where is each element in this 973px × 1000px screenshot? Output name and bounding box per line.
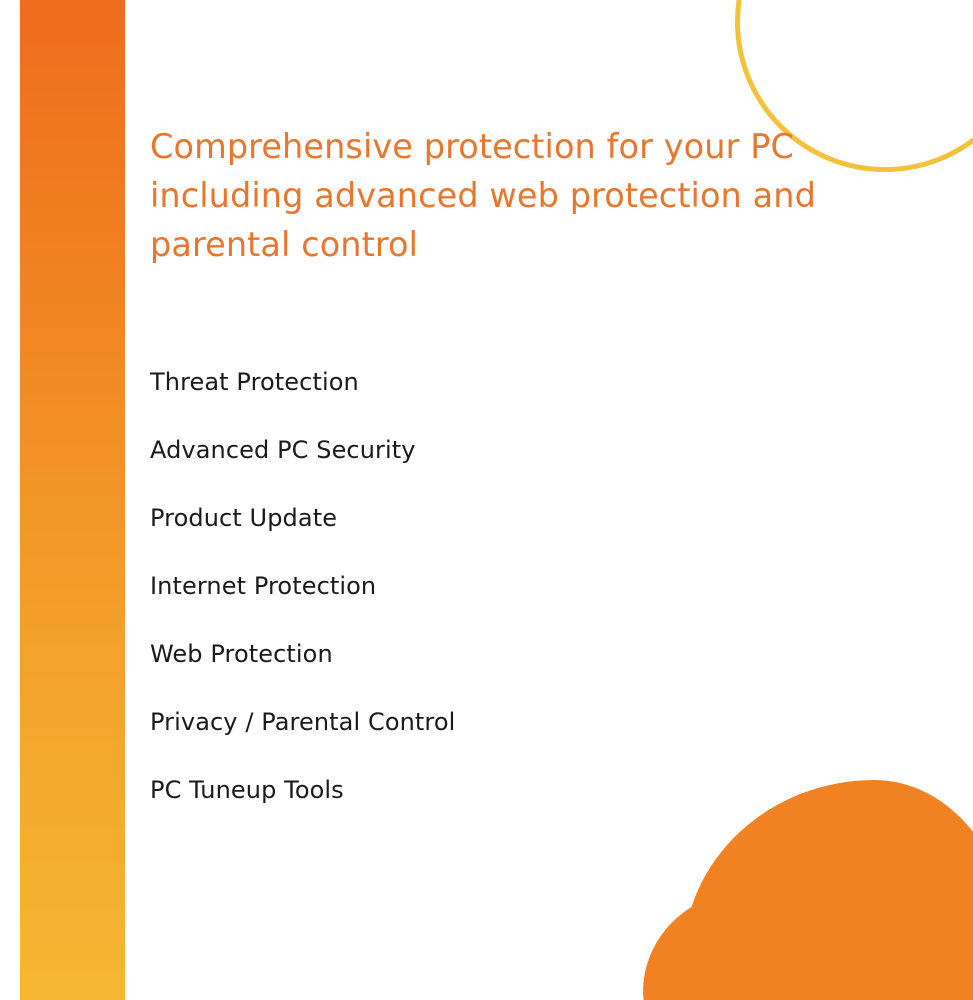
- left-white-margin: [0, 0, 20, 1000]
- left-gradient-bar: [20, 0, 125, 1000]
- list-item: PC Tuneup Tools: [150, 776, 344, 804]
- list-item: Privacy / Parental Control: [150, 708, 456, 736]
- list-item: Product Update: [150, 504, 338, 532]
- feature-list: [150, 368, 790, 804]
- list-item: Advanced PC Security: [150, 436, 416, 464]
- list-item: Internet Protection: [150, 572, 377, 600]
- list-item: Web Protection: [150, 640, 333, 668]
- slide-content: [150, 0, 940, 1000]
- page-title: Comprehensive protection for your PC including advanced web protection and parental control: [150, 127, 816, 264]
- list-item: Threat Protection: [150, 368, 359, 396]
